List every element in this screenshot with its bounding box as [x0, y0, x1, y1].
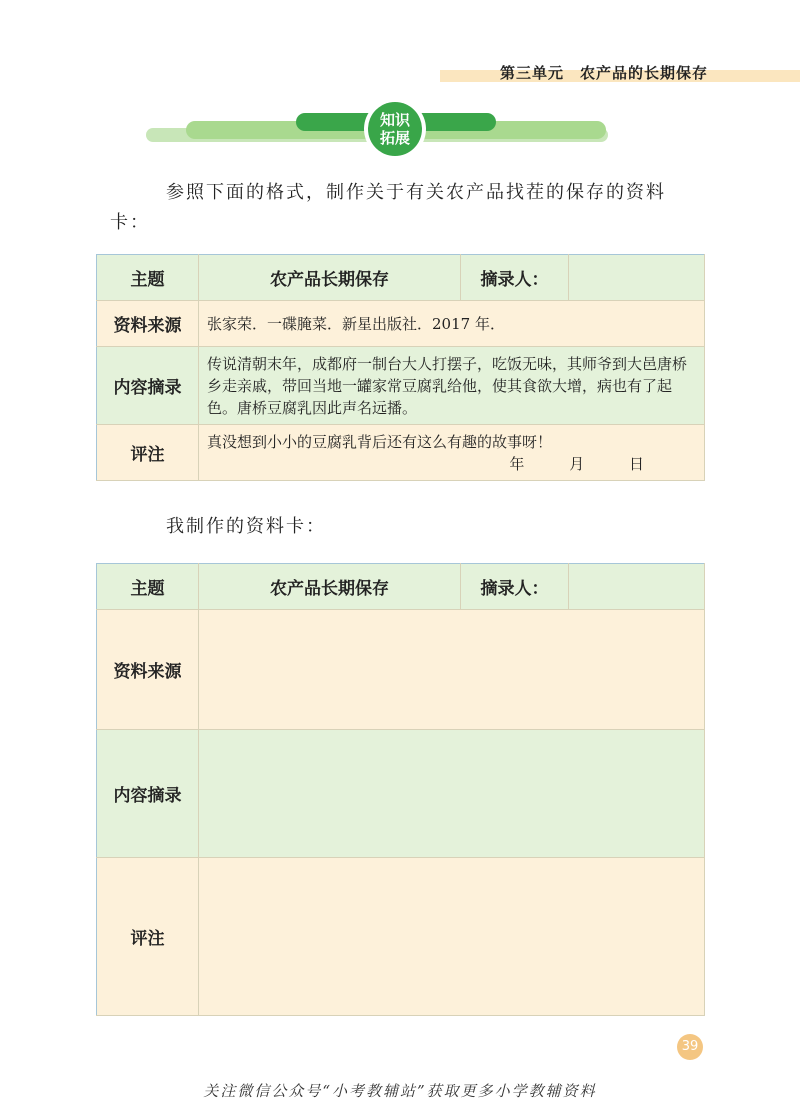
topic-value: 农产品长期保存: [199, 255, 461, 301]
badge-line: 拓展: [379, 129, 410, 147]
topic-label: 主题: [97, 255, 199, 301]
my-card-subtitle: 我制作的资料卡：: [166, 516, 326, 537]
recorder-label: 摘录人：: [461, 255, 569, 301]
my-info-card: [96, 563, 705, 1016]
topic-value: 农产品长期保存: [199, 564, 461, 610]
knowledge-badge: [364, 98, 426, 160]
page-number: 39: [677, 1034, 703, 1060]
date-line: [207, 453, 696, 475]
content-value: 传说清朝末年，成都府一制台大人打摆子，吃饭无味，其师爷到大邑唐桥乡走亲戚，带回当地一罐家常豆腐乳给他，使其食欲大增，病也有了起色。唐桥豆腐乳因此声名远播。: [199, 347, 705, 425]
source-value: 张家荣．一碟腌菜．新星出版社．2017 年．: [199, 301, 705, 347]
recorder-label: 摘录人：: [461, 564, 569, 610]
date-month: 月: [569, 454, 585, 473]
date-day: 日: [628, 454, 644, 473]
intro-paragraph: 参照下面的格式，制作关于有关农产品找茬的保存的资料卡：: [110, 182, 666, 233]
footer-note: 关注微信公众号“小考教辅站”获取更多小学教辅资料: [203, 1082, 597, 1100]
recorder-value: [569, 255, 705, 301]
chapter-title: 第三单元 农产品的长期保存: [500, 64, 709, 82]
recorder-input[interactable]: [569, 564, 705, 610]
comment-label: 评注: [97, 425, 199, 481]
topic-label: 主题: [97, 564, 199, 610]
date-year: 年: [509, 454, 525, 473]
badge-line: 知识: [379, 111, 410, 129]
example-info-card: [96, 254, 705, 481]
content-input[interactable]: [199, 730, 705, 858]
comment-label: 评注: [97, 858, 199, 1016]
content-label: 内容摘录: [97, 347, 199, 425]
comment-input[interactable]: [199, 858, 705, 1016]
content-label: 内容摘录: [97, 730, 199, 858]
source-input[interactable]: [199, 610, 705, 730]
comment-cell: [199, 425, 705, 481]
source-label: 资料来源: [97, 301, 199, 347]
comment-value: 真没想到小小的豆腐乳背后还有这么有趣的故事呀！: [207, 432, 553, 451]
source-label: 资料来源: [97, 610, 199, 730]
